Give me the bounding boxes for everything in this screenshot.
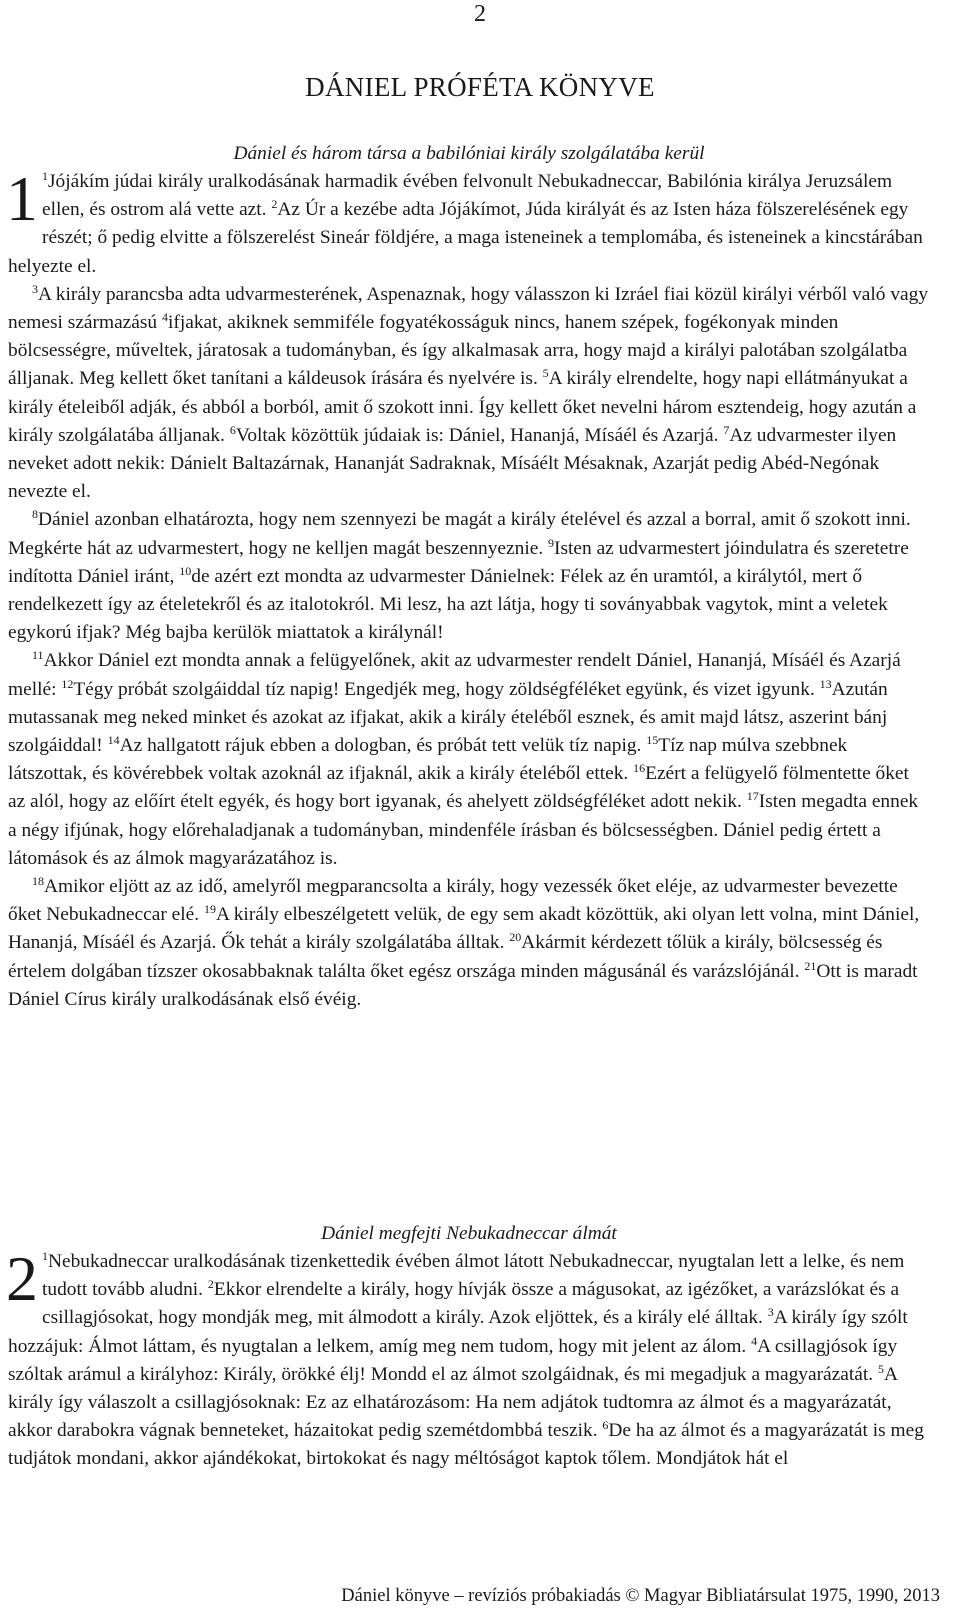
verse-number: 14 [107, 733, 120, 748]
verse-number: 20 [509, 930, 522, 945]
verse-number: 5 [877, 1361, 884, 1376]
verse-text: Az udvarmester ilyen neveket adott nekik: Dánielt Baltazárnak, Hananját Sadraknak, Mísáélt Mésaknak, Azarját pedig Abéd-Negónak nevezte el. [8, 424, 897, 503]
verse-text: Voltak közöttük júdaiak is: Dániel, Hananjá, Mísáél és Azarjá. [235, 424, 724, 446]
verse-text: de azért ezt mondta az udvarmester Dánielnek: Félek az én uramtól, a királytól, mert ő rendelkezett így az ételetekről és az italotokról. Mi lesz, ha azt látja, hogy ti soványabbak vagytok, mint a veletek egykorú ifjak? Még bajba kerülök miattatok a királynál! [8, 565, 888, 644]
verse-text: A király elbeszélgetett velük, de egy sem akadt közöttük, aki olyan lett volna, mint Dániel, Hananjá, Mísáél és Azarjá. Ők tehát a király szolgálatába álltak. [8, 904, 920, 954]
verse-number: 6 [602, 1418, 609, 1433]
verse-number: 3 [32, 281, 38, 296]
verse-number: 19 [203, 902, 216, 917]
verse-number: 5 [542, 366, 549, 381]
verse-text: Isten megadta ennek a négy ifjúnak, hogy előrehaladjanak a tudományban, mindenféle írásban és bölcsességben. Dániel pedig értett a látomások és az álmok magyarázatához is. [8, 791, 919, 869]
verse-number: 21 [804, 958, 817, 973]
verse-number: 15 [646, 733, 659, 748]
chapter-1-number: 1 [6, 163, 38, 234]
paragraph [6, 163, 930, 281]
verse-text: Akármit kérdezett tőlük a király, bölcsesség és értelem dolgában tízszer okosabbaknak találta őket egész országa minden mágusánál és varázslójánál. [8, 932, 883, 982]
verse-number: 2 [207, 1277, 214, 1292]
verse-text: De ha az álmot és a magyarázatát is meg tudjátok mondani, akkor ajándékokat, birtokokat és nagy méltóságot kaptok tőlem. Mondjátok hát el [8, 1420, 924, 1470]
verse-number: 18 [32, 874, 44, 889]
verse-text: A király így szólt hozzájuk: Álmot láttam, és nyugtalan a lelkem, amíg meg nem tudom, hogy mit jelent az álom. [8, 1307, 908, 1357]
verse-text: A király elrendelte, hogy napi ellátmányukat a király ételeiből adják, és abból a borból, amit ő szokott inni. Így kellett őket nevelni három esztendeig, hogy azután a király szolgálatába álljanak. [8, 368, 917, 446]
chapter-2-section [8, 1220, 930, 1474]
verse-number: 7 [723, 422, 730, 437]
verse-text: A király parancsba adta udvarmesterének, Aspenaznak, hogy válasszon ki Izráel fiai közül királyi vérből való vagy nemesi származású [8, 283, 929, 334]
verse-text: Ott is maradt Dániel Círus király uralkodásának első évéig. [8, 960, 918, 1010]
chapter-1-heading: Dániel és három társa a babilóniai király szolgálatába kerül [233, 143, 705, 164]
verse-number: 1 [42, 1249, 48, 1263]
page-footer: Dániel könyve – revíziós próbakiadás © Magyar Bibliatársulat 1975, 1990, 2013 [341, 1586, 940, 1606]
paragraph [8, 506, 930, 647]
page-number: 2 [474, 1, 486, 27]
verse-number: 4 [161, 310, 168, 325]
book-title: DÁNIEL PRÓFÉTA KÖNYVE [305, 72, 655, 102]
chapter-2-heading: Dániel megfejti Nebukadneccar álmát [321, 1223, 617, 1244]
verse-number: 11 [32, 648, 44, 663]
verse-number: 17 [746, 789, 759, 804]
verse-number: 12 [61, 676, 74, 691]
verse-text: Akkor Dániel ezt mondta annak a felügyelőnek, akit az udvarmester rendelt Dániel, Hananjá, Mísáél és Azarjá mellé: [8, 650, 901, 700]
verse-text: Ekkor elrendelte a király, hogy hívják össze a mágusokat, az igézőket, a varázslókat és a csillagjósokat, hogy mondják meg, mit álmodott a király. Azok eljöttek, és a király elé álltak. [42, 1279, 900, 1329]
verse-number: 3 [767, 1305, 774, 1320]
verse-number: 8 [32, 507, 38, 522]
verse-number: 2 [271, 197, 278, 212]
verse-text: Isten az udvarmestert jóindulatra és szeretetre indította Dániel iránt, [8, 537, 909, 587]
chapter-2-body [6, 1243, 930, 1474]
verse-text: ifjakat, akiknek semmiféle fogyatékosságuk nincs, hanem szépek, fogékonyak minden bölcsességre, műveltek, járatosak a tudományban, és így alkalmasak arra, hogy majd a királyi palotában szolgálatba álljanak. Meg kellett őket tanítani a káldeusok írására és nyelvére is. [8, 312, 908, 390]
verse-text: Amikor eljött az az idő, amelyről megparancsolta a király, hogy vezessék őket eléje, az udvarmester bevezette őket Nebukadneccar elé. [8, 876, 898, 926]
chapter-2-number: 2 [6, 1243, 38, 1314]
verse-text: A király így válaszolt a csillagjósoknak: Ez az elhatározásom: Ha nem adjátok tudtomra az álmot és a magyarázatát, akkor darabokra vágnak benneteket, házaitokat pedig szemétdombbá teszik. [8, 1363, 897, 1442]
paragraph [6, 1243, 930, 1474]
verse-text: Tégy próbát szolgáiddal tíz napig! Engedjék meg, hogy zöldségféléket együnk, és vizet igyunk. [73, 678, 820, 700]
paragraph [8, 281, 930, 507]
chapter-1-section [8, 140, 930, 1014]
verse-text: Az Úr a kezébe adta Jójákímot, Júda királyát és az Isten háza fölszerelésének egy részét; ő pedig elvitte a fölszerelést Sineár földjére, a maga isteneinek a templomába, és isteneinek a kincstárában helyezte el. [8, 199, 923, 277]
verse-text: Ezért a felügyelő fölmentette őket az alól, hogy az előírt ételt egyék, és hogy bort igyanak, és ahelyett zöldségféléket adott nekik. [8, 763, 909, 813]
verse-text: Jójákím júdai király uralkodásának harmadik évében felvonult Nebukadneccar, Babilónia királya Jeruzsálem ellen, és ostrom alá vette azt. [42, 171, 893, 221]
paragraph [8, 647, 930, 873]
paragraph [8, 873, 930, 1014]
verse-text: Azután mutassanak meg neked minket és azokat az ifjakat, akik a király ételéből esznek, és amit majd látsz, aszerint bánj szolgáiddal! [8, 678, 888, 757]
verse-number: 6 [229, 422, 236, 437]
verse-text: Nebukadneccar uralkodásának tizenkettedik évében álmot látott Nebukadneccar, nyugtalan lett a lelke, és nem tudott tovább aludni. [42, 1251, 905, 1301]
verse-number: 4 [751, 1333, 758, 1348]
verse-number: 13 [819, 676, 832, 691]
verse-number: 9 [548, 535, 555, 550]
chapter-1-body [6, 163, 930, 1014]
verse-text: Dániel azonban elhatározta, hogy nem szennyezi be magát a király ételével és azzal a borral, amit ő szokott inni. Megkérte hát az udvarmestert, hogy ne kelljen magát beszennyeznie. [8, 509, 911, 559]
verse-text: Az hallgatott rájuk ebben a dologban, és próbát tett velük tíz napig. [119, 735, 647, 757]
verse-number: 16 [633, 761, 646, 776]
verse-number: 1 [42, 169, 48, 183]
verse-number: 10 [179, 563, 192, 578]
verse-text: Tíz nap múlva szebbnek látszottak, és kövérebbek voltak azoknál az ifjaknál, akik a király ételéből ettek. [8, 735, 848, 785]
verse-text: A csillagjósok így szóltak arámul a királyhoz: Király, örökké élj! Mondd el az álmot szolgáidnak, és mi megadjuk a magyarázatát. [8, 1335, 898, 1385]
